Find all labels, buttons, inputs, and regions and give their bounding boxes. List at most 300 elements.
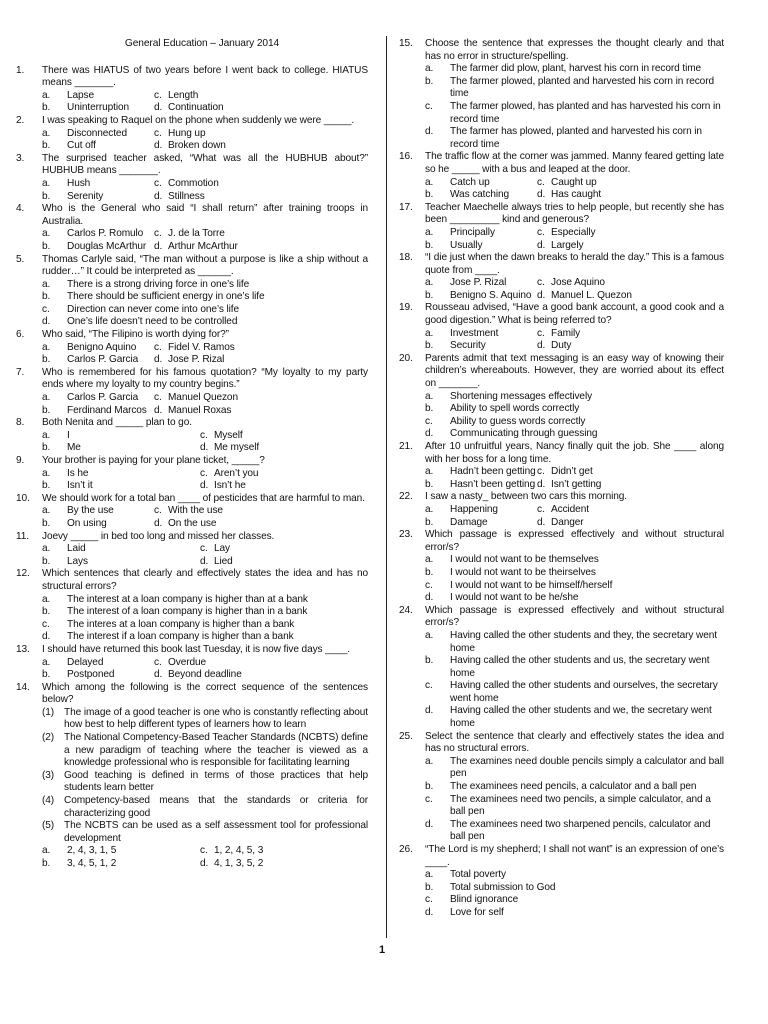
option-letter: b. bbox=[42, 669, 51, 681]
answer-options bbox=[425, 554, 724, 604]
answer-option bbox=[425, 781, 724, 794]
sentence-number: (4) bbox=[42, 795, 55, 807]
option-text: The examines need double pencils simply a calculator and ball pen bbox=[450, 755, 724, 780]
answer-option bbox=[425, 227, 537, 240]
question-stem bbox=[399, 151, 724, 176]
sentence-number: (3) bbox=[42, 769, 55, 781]
question-number: 1. bbox=[16, 64, 25, 76]
question-stem bbox=[16, 417, 368, 430]
answer-options bbox=[42, 657, 368, 682]
option-letter: d. bbox=[200, 858, 209, 869]
option-text: Continuation bbox=[168, 102, 224, 114]
option-row bbox=[42, 354, 368, 367]
option-text: Douglas McArthur bbox=[67, 240, 147, 252]
question-text: Rousseau advised, “Have a good bank account, a good cook and a good digestion.” What is being referred to? bbox=[425, 302, 724, 327]
answer-option bbox=[425, 428, 724, 441]
option-letter: c. bbox=[537, 503, 545, 515]
option-text: Having called the other students and us, the secretary went home bbox=[450, 655, 710, 679]
question-text: I was speaking to Raquel on the phone when suddenly we were _____. bbox=[42, 114, 355, 126]
option-row bbox=[42, 669, 368, 682]
option-text: 2, 4, 3, 1, 5 bbox=[67, 845, 117, 857]
option-letter: c. bbox=[154, 656, 162, 668]
option-letter: b. bbox=[425, 189, 434, 201]
option-text: The farmer plowed, has planted and has harvested his corn in record time bbox=[450, 100, 721, 125]
option-letter: d. bbox=[425, 126, 434, 138]
option-text: Fidel V. Ramos bbox=[168, 341, 235, 353]
option-letter: c. bbox=[537, 226, 545, 238]
question-number: 10. bbox=[16, 492, 30, 504]
question-number: 23. bbox=[399, 529, 413, 541]
question-stem bbox=[399, 441, 724, 466]
option-text: Hush bbox=[67, 177, 91, 189]
answer-option bbox=[42, 90, 154, 103]
option-text: Principally bbox=[450, 226, 495, 238]
option-letter: b. bbox=[42, 480, 51, 492]
option-letter: a. bbox=[42, 341, 51, 353]
question-item bbox=[399, 844, 724, 920]
answer-option bbox=[42, 606, 368, 619]
question-item bbox=[16, 367, 368, 417]
answer-option bbox=[42, 858, 200, 871]
question-item bbox=[16, 493, 368, 531]
answer-option bbox=[42, 556, 200, 569]
page-title: General Education – January 2014 bbox=[124, 38, 280, 49]
option-text: Ability to spell words correctly bbox=[450, 403, 580, 415]
option-row bbox=[42, 140, 368, 153]
answer-option bbox=[154, 140, 226, 153]
option-text: The examinees need two pencils, a simple calculator, and a ball pen bbox=[450, 793, 711, 818]
option-letter: d. bbox=[537, 516, 546, 528]
question-stem bbox=[16, 203, 368, 228]
option-row bbox=[425, 328, 724, 341]
option-text: Investment bbox=[450, 327, 499, 339]
sentence-number: (1) bbox=[42, 706, 55, 718]
option-row bbox=[425, 177, 724, 190]
option-text: Manuel Roxas bbox=[168, 404, 232, 416]
option-text: Disconnected bbox=[67, 127, 127, 139]
option-text: The interes at a loan company is higher than a bank bbox=[67, 618, 295, 630]
option-letter: c. bbox=[537, 176, 545, 188]
question-stem bbox=[399, 202, 724, 227]
answer-option bbox=[425, 328, 537, 341]
answer-option bbox=[537, 290, 632, 303]
option-text: Has caught bbox=[551, 189, 602, 201]
answer-option bbox=[425, 504, 537, 517]
option-text: The interest at a loan company is higher than at a bank bbox=[67, 593, 308, 605]
option-text: The farmer plowed, planted and harvested his corn in record time bbox=[450, 75, 714, 100]
option-row bbox=[425, 479, 724, 492]
option-text: Lied bbox=[214, 555, 233, 567]
question-item bbox=[16, 531, 368, 569]
question-item bbox=[16, 254, 368, 330]
option-row bbox=[42, 342, 368, 355]
option-text: I would not want to be themselves bbox=[450, 554, 599, 566]
question-number: 6. bbox=[16, 329, 25, 341]
answer-option bbox=[42, 657, 154, 670]
option-letter: c. bbox=[537, 277, 545, 289]
question-number: 26. bbox=[399, 844, 413, 855]
option-text: Danger bbox=[551, 516, 584, 528]
answer-option bbox=[425, 177, 537, 190]
option-text: I bbox=[67, 429, 70, 441]
option-letter: c. bbox=[42, 303, 50, 315]
answer-option bbox=[154, 128, 205, 141]
question-text: Joevy _____ in bed too long and missed her classes. bbox=[42, 530, 275, 542]
option-letter: b. bbox=[425, 781, 434, 793]
option-row bbox=[42, 392, 368, 405]
option-row bbox=[42, 241, 368, 254]
question-item bbox=[16, 115, 368, 153]
question-text: Thomas Carlyle said, “The man without a purpose is like a ship without a rudder…” It could be interpreted as ______. bbox=[42, 253, 368, 278]
answer-option bbox=[154, 191, 205, 204]
answer-option bbox=[425, 592, 724, 605]
question-item bbox=[16, 329, 368, 367]
question-item bbox=[399, 731, 724, 844]
answer-option bbox=[425, 907, 724, 920]
option-text: Isn’t it bbox=[67, 480, 93, 492]
question-item bbox=[16, 203, 368, 253]
question-number: 4. bbox=[16, 203, 25, 215]
option-row bbox=[42, 518, 368, 531]
answer-option bbox=[425, 756, 724, 781]
answer-option bbox=[537, 340, 571, 353]
question-item bbox=[399, 252, 724, 302]
option-row bbox=[425, 277, 724, 290]
option-letter: c. bbox=[154, 392, 162, 404]
option-letter: c. bbox=[154, 127, 162, 139]
question-stem bbox=[16, 531, 368, 544]
question-stem bbox=[16, 115, 368, 128]
question-text: Which sentences that clearly and effectively states the idea and has no structural errors? bbox=[42, 568, 368, 592]
option-letter: d. bbox=[537, 189, 546, 201]
answer-option bbox=[425, 882, 724, 895]
answer-option bbox=[42, 480, 200, 493]
question-number: 15. bbox=[399, 38, 413, 49]
option-row bbox=[42, 102, 368, 115]
option-text: Me bbox=[67, 442, 81, 454]
answer-option bbox=[425, 391, 724, 404]
question-item bbox=[16, 682, 368, 871]
question-item bbox=[399, 38, 724, 151]
option-letter: b. bbox=[42, 240, 51, 252]
question-item bbox=[16, 153, 368, 203]
answer-option bbox=[42, 543, 200, 556]
option-letter: b. bbox=[425, 289, 434, 301]
answer-option bbox=[42, 405, 154, 418]
question-text: Both Nenita and _____ plan to go. bbox=[42, 417, 192, 429]
option-text: Myself bbox=[214, 429, 243, 441]
answer-option bbox=[42, 279, 368, 292]
option-text: Lay bbox=[214, 543, 230, 555]
option-letter: c. bbox=[425, 793, 433, 805]
option-text: Lapse bbox=[67, 89, 95, 101]
sentence-text: Good teaching is defined in terms of those practices that help students learn better bbox=[64, 769, 368, 794]
option-row bbox=[425, 517, 724, 530]
option-text: On using bbox=[67, 517, 107, 529]
answer-options bbox=[42, 468, 368, 493]
answer-option bbox=[154, 392, 238, 405]
option-text: Communicating through guessing bbox=[450, 428, 598, 440]
option-text: Catch up bbox=[450, 176, 490, 188]
answer-option bbox=[154, 178, 219, 191]
option-text: Damage bbox=[450, 516, 488, 528]
answer-option bbox=[42, 430, 200, 443]
answer-option bbox=[425, 554, 724, 567]
option-letter: d. bbox=[42, 631, 51, 643]
option-letter: d. bbox=[200, 442, 209, 454]
answer-options bbox=[42, 342, 368, 367]
answer-options bbox=[42, 505, 368, 530]
option-letter: c. bbox=[537, 327, 545, 339]
option-letter: b. bbox=[42, 190, 51, 202]
option-text: Caught up bbox=[551, 176, 597, 188]
answer-option bbox=[42, 845, 200, 858]
answer-option bbox=[200, 480, 246, 493]
option-row bbox=[42, 90, 368, 103]
option-letter: a. bbox=[425, 629, 434, 641]
option-letter: a. bbox=[42, 392, 51, 404]
answer-option bbox=[537, 227, 595, 240]
answer-option bbox=[200, 556, 233, 569]
answer-option bbox=[425, 76, 724, 101]
answer-options bbox=[42, 594, 368, 644]
option-letter: b. bbox=[42, 102, 51, 114]
option-letter: b. bbox=[42, 140, 51, 152]
option-letter: b. bbox=[42, 606, 51, 618]
answer-option bbox=[425, 63, 724, 76]
option-letter: a. bbox=[425, 327, 434, 339]
option-row bbox=[425, 189, 724, 202]
option-row bbox=[42, 505, 368, 518]
option-letter: c. bbox=[154, 505, 162, 517]
option-letter: a. bbox=[42, 89, 51, 101]
answer-option bbox=[425, 479, 537, 492]
option-text: Family bbox=[551, 327, 581, 339]
option-text: J. de la Torre bbox=[168, 228, 225, 240]
option-letter: d. bbox=[154, 140, 163, 152]
question-number: 19. bbox=[399, 302, 413, 314]
option-letter: a. bbox=[425, 554, 434, 566]
option-letter: b. bbox=[42, 404, 51, 416]
question-item bbox=[16, 644, 368, 682]
answer-option bbox=[154, 228, 225, 241]
question-text: After 10 unfruitful years, Nancy finally quit the job. She ____ along with her boss for a long time. bbox=[425, 441, 724, 465]
option-letter: d. bbox=[537, 289, 546, 301]
option-letter: d. bbox=[537, 478, 546, 490]
option-text: Uninterruption bbox=[67, 102, 130, 114]
option-letter: a. bbox=[42, 467, 51, 479]
answer-options bbox=[425, 630, 724, 731]
question-item bbox=[399, 605, 724, 731]
answer-option bbox=[42, 316, 368, 329]
option-text: Me myself bbox=[214, 442, 260, 454]
option-text: The farmer has plowed, planted and harvested his corn in record time bbox=[450, 126, 702, 150]
option-row bbox=[42, 430, 368, 443]
answer-option bbox=[154, 505, 223, 518]
option-text: Isn’t he bbox=[214, 480, 246, 492]
option-text: Usually bbox=[450, 239, 483, 251]
answer-option bbox=[154, 657, 206, 670]
option-letter: a. bbox=[42, 127, 51, 139]
option-text: The farmer did plow, plant, harvest his corn in record time bbox=[450, 63, 702, 75]
answer-options bbox=[42, 90, 368, 115]
answer-option bbox=[154, 342, 235, 355]
option-text: Carlos P. Garcia bbox=[67, 392, 139, 404]
option-letter: a. bbox=[42, 593, 51, 605]
answer-option bbox=[42, 354, 154, 367]
question-text: I should have returned this book last Tuesday, it is now five days ____. bbox=[42, 643, 350, 655]
question-number: 3. bbox=[16, 152, 25, 164]
question-stem bbox=[16, 568, 368, 593]
answer-options bbox=[425, 328, 724, 353]
option-text: I would not want to be he/she bbox=[450, 592, 579, 604]
answer-option bbox=[42, 228, 154, 241]
option-letter: a. bbox=[42, 505, 51, 517]
answer-option bbox=[154, 518, 216, 531]
option-row bbox=[42, 191, 368, 204]
option-row bbox=[42, 543, 368, 556]
question-number: 14. bbox=[16, 681, 30, 693]
option-text: Carlos P. Garcia bbox=[67, 354, 139, 366]
option-row bbox=[42, 442, 368, 455]
answer-option bbox=[42, 631, 368, 644]
option-letter: c. bbox=[425, 100, 433, 112]
question-item bbox=[399, 202, 724, 252]
question-text: “The Lord is my shepherd; I shall not want” is an expression of one’s ____. bbox=[425, 844, 724, 868]
answer-option bbox=[425, 466, 537, 479]
question-text: Parents admit that text messaging is an easy way of knowing their children’s whereabouts. However, they are worried about its effect on _______. bbox=[425, 352, 724, 390]
option-text: Length bbox=[168, 89, 199, 101]
option-letter: d. bbox=[537, 239, 546, 251]
question-stem bbox=[399, 302, 724, 327]
option-text: There should be sufficient energy in one’s life bbox=[67, 291, 265, 303]
option-text: Having called the other students and ourselves, the secretary went home bbox=[450, 680, 718, 704]
option-letter: d. bbox=[425, 592, 434, 604]
question-item bbox=[399, 441, 724, 491]
option-row bbox=[42, 468, 368, 481]
answer-option bbox=[537, 177, 597, 190]
question-stem bbox=[399, 605, 724, 630]
question-number: 5. bbox=[16, 253, 25, 265]
option-letter: c. bbox=[154, 228, 162, 240]
page-number: 1 bbox=[379, 944, 386, 956]
option-text: I would not want to be theirselves bbox=[450, 566, 596, 578]
question-stem bbox=[16, 65, 368, 90]
sentence-text: The NCBTS can be used as a self assessment tool for professional development bbox=[64, 820, 368, 844]
option-row bbox=[42, 556, 368, 569]
question-stem bbox=[399, 491, 724, 504]
option-letter: a. bbox=[425, 503, 434, 515]
answer-option bbox=[42, 241, 154, 254]
question-item bbox=[16, 568, 368, 644]
answer-options bbox=[42, 128, 368, 153]
answer-option bbox=[42, 442, 200, 455]
answer-option bbox=[537, 328, 580, 341]
option-text: Happening bbox=[450, 503, 498, 515]
option-row bbox=[42, 178, 368, 191]
option-letter: b. bbox=[425, 516, 434, 528]
question-stem bbox=[399, 353, 724, 391]
option-text: Hung up bbox=[168, 127, 206, 139]
option-text: There is a strong driving force in one’s life bbox=[67, 278, 250, 290]
option-text: Beyond deadline bbox=[168, 669, 242, 681]
option-letter: c. bbox=[154, 341, 162, 353]
answer-option bbox=[42, 468, 200, 481]
question-stem bbox=[16, 682, 368, 707]
option-row bbox=[425, 240, 724, 253]
option-text: I would not want to be himself/herself bbox=[450, 579, 613, 591]
option-text: The interest if a loan company is higher than a bank bbox=[67, 631, 294, 643]
answer-option bbox=[42, 342, 154, 355]
answer-options bbox=[42, 228, 368, 253]
answer-option bbox=[42, 304, 368, 317]
option-letter: d. bbox=[154, 240, 163, 252]
question-number: 16. bbox=[399, 151, 413, 163]
sentence-item bbox=[42, 820, 368, 845]
option-row bbox=[42, 128, 368, 141]
option-letter: b. bbox=[42, 354, 51, 366]
option-text: Didn’t get bbox=[551, 466, 593, 478]
answer-option bbox=[537, 479, 601, 492]
option-letter: a. bbox=[425, 176, 434, 188]
option-text: By the use bbox=[67, 505, 114, 517]
answer-option bbox=[154, 354, 224, 367]
answer-option bbox=[42, 102, 154, 115]
option-text: Broken down bbox=[168, 140, 226, 152]
answer-option bbox=[537, 517, 584, 530]
option-text: Lays bbox=[67, 555, 88, 567]
answer-options bbox=[42, 178, 368, 203]
option-row bbox=[42, 845, 368, 858]
option-letter: d. bbox=[200, 480, 209, 492]
answer-option bbox=[425, 403, 724, 416]
option-letter: d. bbox=[200, 555, 209, 567]
question-number: 7. bbox=[16, 366, 25, 378]
option-text: Hadn’t been getting bbox=[450, 466, 536, 478]
option-text: Ferdinand Marcos bbox=[67, 404, 147, 416]
option-letter: a. bbox=[42, 177, 51, 189]
answer-option bbox=[425, 655, 724, 680]
option-letter: a. bbox=[425, 755, 434, 767]
answer-option bbox=[425, 340, 537, 353]
question-number: 22. bbox=[399, 491, 413, 503]
answer-option bbox=[425, 680, 724, 705]
option-letter: d. bbox=[154, 190, 163, 202]
option-text: Benigno S. Aquino bbox=[450, 289, 532, 301]
answer-option bbox=[200, 442, 259, 455]
question-stem bbox=[399, 844, 724, 869]
question-item bbox=[399, 491, 724, 529]
option-row bbox=[425, 466, 724, 479]
option-letter: c. bbox=[200, 845, 208, 857]
option-text: Is he bbox=[67, 467, 89, 479]
answer-option bbox=[42, 291, 368, 304]
question-number: 12. bbox=[16, 568, 30, 580]
answer-option bbox=[425, 240, 537, 253]
sentence-text: The National Competency-Based Teacher Standards (NCBTS) define a new paradigm of teaching where the teacher is viewed as a knowledge professional who is responsible for facilitating learning bbox=[64, 732, 368, 769]
option-letter: b. bbox=[425, 478, 434, 490]
question-number: 25. bbox=[399, 730, 413, 742]
option-letter: c. bbox=[200, 543, 208, 555]
answer-option bbox=[200, 543, 230, 556]
option-row bbox=[42, 228, 368, 241]
answer-options bbox=[42, 392, 368, 417]
option-row bbox=[425, 227, 724, 240]
answer-option bbox=[425, 277, 537, 290]
question-stem bbox=[16, 254, 368, 279]
question-text: Who is the General who said “I shall return” after training troops in Australia. bbox=[42, 203, 368, 227]
answer-option bbox=[425, 869, 724, 882]
